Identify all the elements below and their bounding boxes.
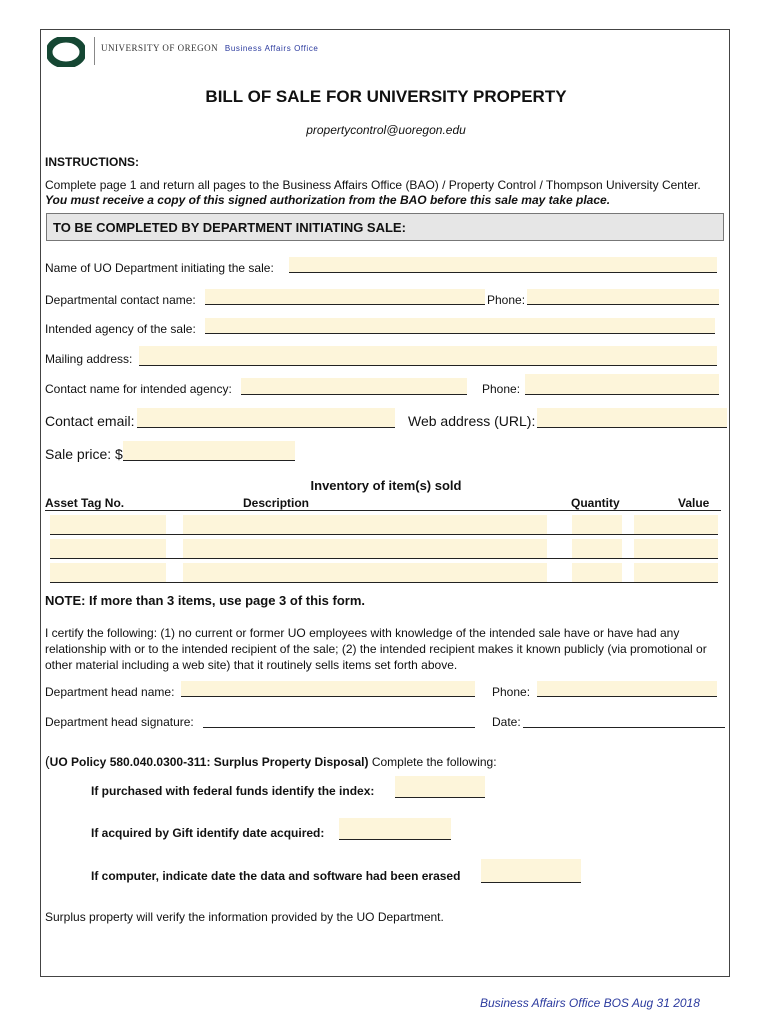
row1-quantity[interactable] [572,515,622,535]
erase-date-underline [481,882,581,883]
policy-instruction: Complete the following: [368,755,497,769]
agency-underline [205,333,715,334]
federal-funds-label: If purchased with federal funds identify the index: [91,784,375,798]
web-address-underline [537,427,727,428]
agency-contact-underline [241,394,467,395]
section-banner-text: TO BE COMPLETED BY DEPARTMENT INITIATING SALE: [53,220,406,235]
federal-index-underline [395,797,485,798]
policy-line [45,753,497,769]
col-value: Value [678,496,710,510]
row2-description[interactable] [183,539,547,559]
contact-name-underline [205,304,485,305]
org-name: UNIVERSITY OF OREGON [101,43,219,53]
contact-email-label: Contact email: [45,413,135,429]
agency-contact-input[interactable] [241,378,467,395]
head-signature-label: Department head signature: [45,715,194,729]
footer-text: Business Affairs Office BOS Aug 31 2018 [480,996,700,1010]
head-name-input[interactable] [181,681,475,697]
phone-input[interactable] [527,289,719,305]
row1-value[interactable] [634,515,718,535]
form-page [40,29,730,977]
web-address-input[interactable] [537,408,727,428]
row3-asset-tag[interactable] [50,563,166,583]
head-phone-label: Phone: [492,685,531,699]
row3-description[interactable] [183,563,547,583]
head-signature-line[interactable] [203,727,475,728]
web-address-label: Web address (URL): [408,413,536,429]
row2-rule [50,558,718,559]
instructions-body [45,178,715,208]
head-name-label: Department head name: [45,685,175,699]
dept-name-input[interactable] [289,257,717,273]
policy-open-paren: ( [45,753,50,769]
phone-underline [527,304,719,305]
row3-value[interactable] [634,563,718,583]
contact-name-input[interactable] [205,289,485,305]
inventory-note: NOTE: If more than 3 items, use page 3 of this form. [45,593,365,608]
uo-logo-icon [47,37,85,67]
col-asset-tag: Asset Tag No. [45,496,125,510]
instructions-text: Complete page 1 and return all pages to the Business Affairs Office (BAO) / Property Control / Thompson University Center. [45,178,701,192]
mailing-input[interactable] [139,346,717,366]
dept-name-label: Name of UO Department initiating the sale: [45,261,274,275]
row2-quantity[interactable] [572,539,622,559]
row1-rule [50,534,718,535]
instructions-heading: INSTRUCTIONS: [45,155,139,169]
agency-phone-label: Phone: [482,382,521,396]
inventory-title: Inventory of item(s) sold [310,478,462,493]
sale-price-input[interactable] [123,441,295,461]
agency-phone-input[interactable] [525,374,719,395]
policy-reference: UO Policy 580.040.0300-311: Surplus Property Disposal) [49,755,369,769]
contact-email-link[interactable]: propertycontrol@uoregon.edu [306,123,466,137]
gift-date-underline [339,839,451,840]
mailing-label: Mailing address: [45,352,133,366]
header-divider [94,37,95,65]
header-org [101,43,318,53]
row1-asset-tag[interactable] [50,515,166,535]
erase-date-input[interactable] [481,859,581,883]
sale-price-underline [123,460,295,461]
gift-date-label: If acquired by Gift identify date acquired: [91,826,325,840]
federal-index-input[interactable] [395,776,485,798]
contact-email-underline [137,427,395,428]
gift-date-input[interactable] [339,818,451,840]
row3-quantity[interactable] [572,563,622,583]
computer-erase-label: If computer, indicate date the data and software had been erased [91,869,461,883]
col-description: Description [243,496,310,510]
phone-label: Phone: [487,293,526,307]
agency-input[interactable] [205,318,715,334]
row2-asset-tag[interactable] [50,539,166,559]
certification-text: I certify the following: (1) no current or former UO employees with knowledge of the intended sale have or have had any relationship with or to the intended recipient of the sale; (2) the intended recipient makes it known publicly (via promotional or other material including a web site) that it routinely sells items set forth above. [45,626,707,672]
inventory-header-rule [45,510,721,511]
page-title: BILL OF SALE FOR UNIVERSITY PROPERTY [205,87,567,106]
verify-text: Surplus property will verify the information provided by the UO Department. [45,910,444,924]
row3-rule [50,582,718,583]
date-label: Date: [492,715,521,729]
head-phone-underline [537,696,717,697]
dept-name-underline [289,272,717,273]
head-phone-input[interactable] [537,681,717,697]
sale-price-label: Sale price: $ [45,446,123,462]
contact-name-label: Departmental contact name: [45,293,196,307]
date-line[interactable] [523,727,725,728]
instructions-warning: You must receive a copy of this signed authorization from the BAO before this sale may take place. [45,193,611,207]
agency-phone-underline [525,394,719,395]
section-banner [46,213,724,241]
col-quantity: Quantity [571,496,620,510]
dept-name: Business Affairs Office [224,44,319,53]
contact-email-input[interactable] [137,408,395,428]
mailing-underline [139,365,717,366]
agency-contact-label: Contact name for intended agency: [45,382,232,396]
row2-value[interactable] [634,539,718,559]
row1-description[interactable] [183,515,547,535]
agency-label: Intended agency of the sale: [45,322,196,336]
head-name-underline [181,696,475,697]
